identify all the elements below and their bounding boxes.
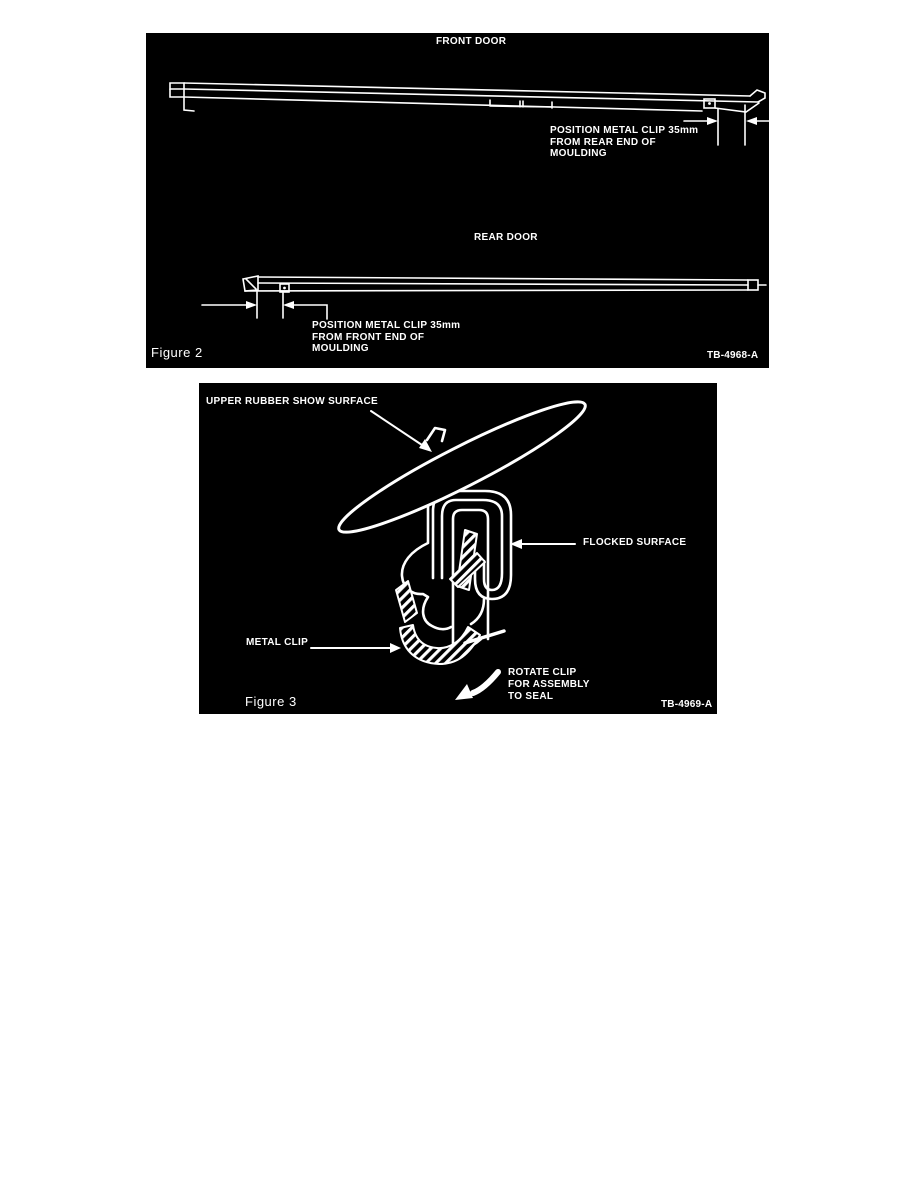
- front-moulding-drawing: [170, 83, 765, 112]
- metal-clip-shape: [400, 625, 480, 664]
- moulding-cross-section-diagram: [199, 383, 717, 714]
- hatched-left-piece: [396, 581, 417, 622]
- door-moulding-diagram: [146, 33, 769, 368]
- front-clip-note-line1: POSITION METAL CLIP 35mm: [550, 125, 699, 136]
- figure3-tb-code: TB-4969-A: [661, 699, 713, 710]
- rotate-clip-note: [508, 667, 590, 703]
- rear-clip-note-line2: FROM FRONT END OF: [312, 331, 425, 343]
- figure2-caption: Figure 2: [151, 345, 203, 360]
- dimension-arrowhead: [246, 301, 257, 309]
- front-clip-note-line3: MOULDING: [550, 148, 607, 159]
- figure3-caption: Figure 3: [245, 694, 297, 709]
- rear-dimension-callout: [202, 292, 327, 319]
- rotate-clip-arrow: [455, 672, 498, 700]
- rear-door-title: REAR DOOR: [474, 232, 538, 243]
- front-moulding-tip: [750, 90, 765, 102]
- hatched-sections: [396, 530, 485, 664]
- rear-moulding-tip: [748, 280, 758, 290]
- flocked-surface-label: FLOCKED SURFACE: [583, 537, 687, 548]
- figure3-panel: [199, 383, 717, 714]
- figure2-panel: [146, 33, 769, 368]
- dimension-arrowhead: [707, 117, 718, 125]
- front-moulding-end-cap: [170, 83, 184, 89]
- metal-clip-label: METAL CLIP: [246, 637, 309, 648]
- front-door-title: FRONT DOOR: [436, 36, 507, 47]
- figure2-tb-code: TB-4968-A: [707, 350, 759, 361]
- rotate-clip-note-line2: FOR ASSEMBLY: [508, 679, 590, 690]
- dimension-arrowhead: [746, 117, 757, 125]
- rear-clip-note-line1: POSITION METAL CLIP 35mm: [312, 320, 461, 331]
- upper-rubber-label: UPPER RUBBER SHOW SURFACE: [206, 396, 378, 407]
- rear-clip-note-line3: MOULDING: [312, 343, 369, 354]
- upper-rubber-blade: [330, 387, 594, 548]
- front-clip-note: [550, 125, 698, 160]
- rotate-clip-note-line1: ROTATE CLIP: [508, 667, 577, 678]
- front-moulding-joint-marks: [490, 100, 552, 108]
- rear-moulding-drawing: [243, 276, 766, 292]
- front-clip-note-line2: FROM REAR END OF: [550, 136, 656, 148]
- rear-clip-note: [312, 320, 460, 355]
- rotate-clip-note-line3: TO SEAL: [508, 691, 554, 702]
- dimension-arrowhead: [283, 301, 294, 309]
- arrowhead: [390, 643, 401, 653]
- arrowhead: [455, 684, 473, 700]
- arrowhead: [419, 439, 432, 452]
